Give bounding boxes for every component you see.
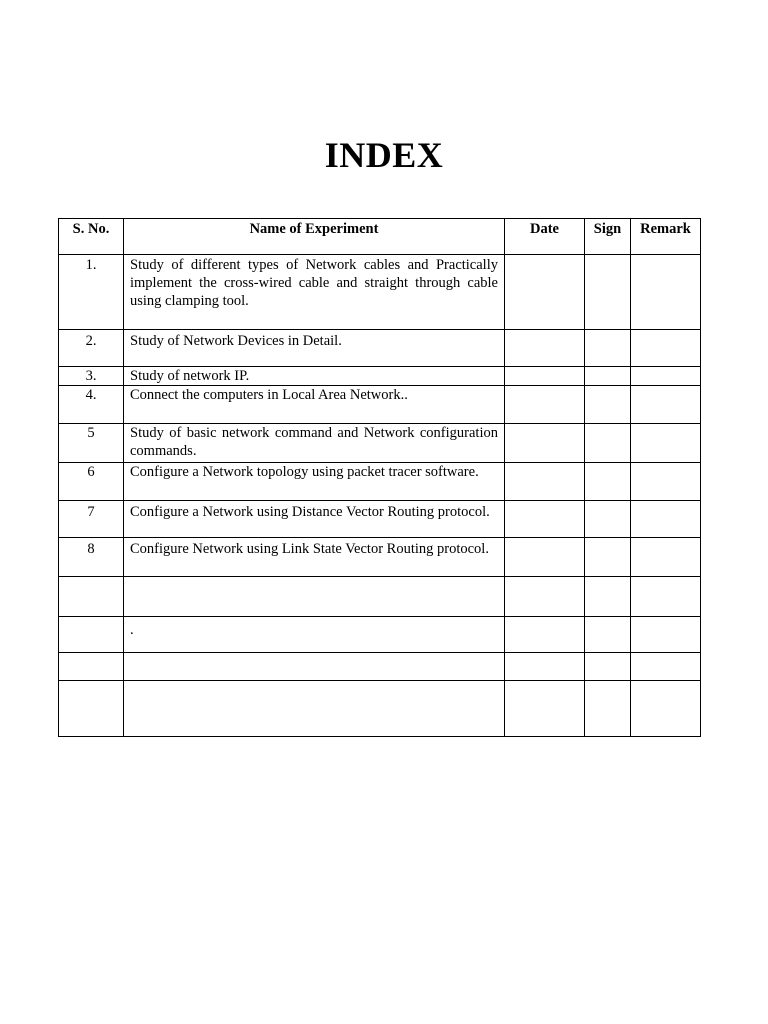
remark-cell (631, 386, 701, 424)
date-cell (505, 367, 585, 386)
table-row (59, 255, 701, 330)
remark-cell (631, 424, 701, 463)
table-row (59, 653, 701, 681)
sign-cell (585, 577, 631, 617)
header-sign: Sign (585, 219, 631, 255)
date-cell (505, 463, 585, 501)
experiment-cell: Study of basic network command and Network configuration commands. (124, 424, 505, 463)
experiment-cell: Study of network IP. (124, 367, 505, 386)
remark-cell (631, 577, 701, 617)
sno-cell: 2. (59, 330, 124, 367)
remark-cell (631, 330, 701, 367)
date-cell (505, 617, 585, 653)
remark-cell (631, 463, 701, 501)
sign-cell (585, 463, 631, 501)
sign-cell (585, 617, 631, 653)
table-row (59, 367, 701, 386)
experiment-cell: . (124, 617, 505, 653)
table-row (59, 330, 701, 367)
experiment-cell (124, 653, 505, 681)
table-row (59, 501, 701, 538)
experiment-cell: Connect the computers in Local Area Network.. (124, 386, 505, 424)
sno-cell: 4. (59, 386, 124, 424)
page-title: INDEX (324, 135, 444, 175)
table-row (59, 681, 701, 737)
sign-cell (585, 681, 631, 737)
sno-cell (59, 577, 124, 617)
table-row (59, 617, 701, 653)
experiment-cell: Configure a Network using Distance Vector Routing protocol. (124, 501, 505, 538)
experiment-cell: Configure a Network topology using packet tracer software. (124, 463, 505, 501)
sno-cell: 6 (59, 463, 124, 501)
sno-cell (59, 617, 124, 653)
index-table (58, 218, 701, 737)
experiment-cell: Configure Network using Link State Vector Routing protocol. (124, 538, 505, 577)
date-cell (505, 501, 585, 538)
remark-cell (631, 617, 701, 653)
experiment-cell (124, 577, 505, 617)
remark-cell (631, 255, 701, 330)
date-cell (505, 330, 585, 367)
sign-cell (585, 255, 631, 330)
header-row (59, 219, 701, 255)
table-row (59, 538, 701, 577)
date-cell (505, 424, 585, 463)
header-name: Name of Experiment (124, 219, 505, 255)
date-cell (505, 538, 585, 577)
sno-cell (59, 653, 124, 681)
date-cell (505, 386, 585, 424)
date-cell (505, 255, 585, 330)
date-cell (505, 577, 585, 617)
experiment-cell: Study of Network Devices in Detail. (124, 330, 505, 367)
experiment-cell: Study of different types of Network cables and Practically implement the cross-wired cable and straight through cable using clamping tool. (124, 255, 505, 330)
table-row (59, 386, 701, 424)
sign-cell (585, 386, 631, 424)
sign-cell (585, 501, 631, 538)
header-remark: Remark (631, 219, 701, 255)
sno-cell: 3. (59, 367, 124, 386)
remark-cell (631, 653, 701, 681)
sno-cell: 5 (59, 424, 124, 463)
sign-cell (585, 367, 631, 386)
sno-cell: 8 (59, 538, 124, 577)
sno-cell (59, 681, 124, 737)
table-row (59, 577, 701, 617)
date-cell (505, 681, 585, 737)
table-row (59, 463, 701, 501)
sign-cell (585, 424, 631, 463)
date-cell (505, 653, 585, 681)
table-row (59, 424, 701, 463)
sign-cell (585, 538, 631, 577)
header-sno: S. No. (59, 219, 124, 255)
remark-cell (631, 538, 701, 577)
experiment-cell (124, 681, 505, 737)
sign-cell (585, 330, 631, 367)
header-date: Date (505, 219, 585, 255)
sno-cell: 1. (59, 255, 124, 330)
sno-cell: 7 (59, 501, 124, 538)
sign-cell (585, 653, 631, 681)
remark-cell (631, 681, 701, 737)
remark-cell (631, 501, 701, 538)
remark-cell (631, 367, 701, 386)
